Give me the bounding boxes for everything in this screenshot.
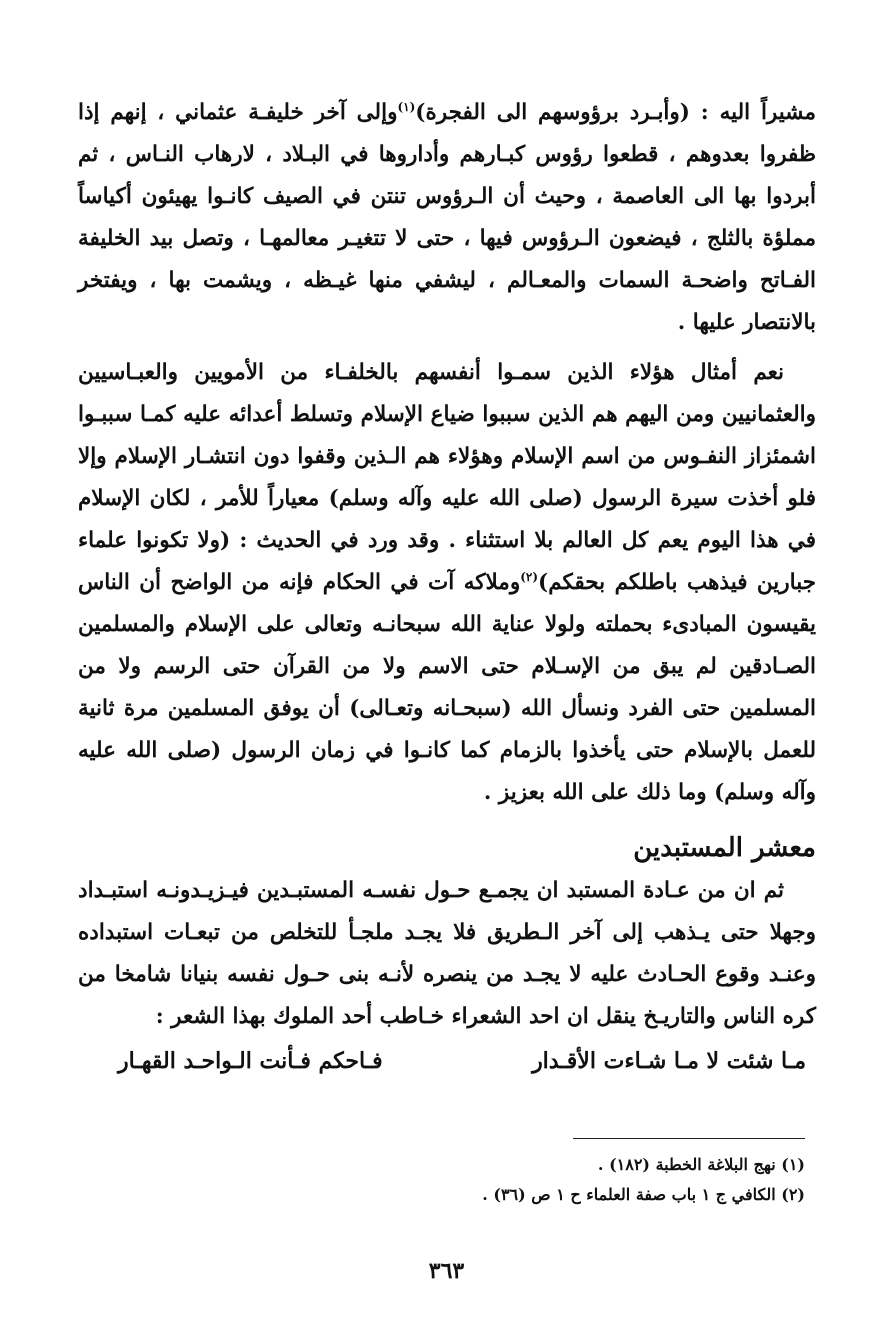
page-body [78,92,816,1082]
footnote-1: (١) نهج البلاغة الخطبة (١٨٢) . [597,1155,805,1174]
paragraph-2-part-2: وملاكه آت في الحكام فإنه من الواضح أن الناس يقيسون المبادىء بحملته ولولا عناية الله سبحانـه وتعالى على الإسلام والمسلمين الصـادقين لم يبق من الإسـلام حتى الاسم ولا من القرآن حتى الرسم ولا من المسلمين حتى الفرد ونسأل الله (سبحـانه وتعـالى) أن يوفق المسلمين مرة ثانية للعمل بالإسلام حتى يأخذوا بالزمام كما كانـوا في زمان الرسول (صلى الله عليه وآله وسلم) وما ذلك على الله بعزيز . [78,570,816,805]
section-heading: معشر المستبدين [633,833,816,863]
footnote-ref-2: (٢) [520,569,539,584]
footnote-separator [573,1138,805,1139]
paragraph-1-text [78,92,816,344]
paragraph-2-text [78,352,816,814]
paragraph-3 [78,870,816,1038]
paragraph-1-part-2: وإلى آخر خليفـة عثماني ، إنهم إذا ظفروا بعدوهم ، قطعوا رؤوس كبـارهم وأداروها في البـلاد ، لارهاب النـاس ، ثم أبردوا بها الى العاصمة ، وحيث أن الـرؤوس تنتن في الصيف كانـوا يهيئون أكياساً مملؤة بالثلج ، فيضعون الـرؤوس فيها ، حتى لا تتغيـر معالمهـا ، وتصل بيد الخليفة الفـاتح واضحـة السمات والمعـالم ، ليشفي منها غيـظه ، ويشمت بها ، ويفتخر بالانتصار عليها . [78,100,816,335]
paragraph-1 [78,92,816,344]
verse-second-hemistich: فـاحكم فـأنت الـواحـد القهـار [118,1048,383,1074]
poem-verse [78,1040,816,1082]
paragraph-2-part-1: نعم أمثال هؤلاء الذين سمـوا أنفسهم بالخلفـاء من الأمويين والعبـاسيين والعثمانيين ومن اليهم هم الذين سببوا ضياع الإسلام وتسلط أعدائه عليه كمـا سببـوا اشمئزاز النفـوس من اسم الإسلام وهؤلاء هم الـذين وقفوا دون انتشـار الإسلام وإلا فلو أخذت سيرة الرسول (صلى الله عليه وآله وسلم) معياراً للأمر ، لكان الإسلام في هذا اليوم يعم كل العالم بلا استثناء . وقد ورد في الحديث : (ولا تكونوا علماء جبارين فيذهب باطلكم بحقكم) [78,360,816,595]
page-number: ٣٦٣ [428,1258,465,1284]
verse-first-hemistich: مـا شئت لا مـا شـاءت الأقـدار [532,1048,806,1074]
footnotes [105,1150,805,1210]
paragraph-1-part-1: مشيراً اليه : (وأبـرد برؤوسهم الى الفجرة) [415,100,816,125]
footnote-2: (٢) الكافي ج ١ باب صفة العلماء ح ١ ص (٣٦) . [482,1185,805,1204]
footnote-ref-1: (١) [397,99,416,114]
paragraph-2 [78,352,816,814]
paragraph-3-text: ثم ان من عـادة المستبد ان يجمـع حـول نفسـه المستبـدين فيـزيـدونـه استبـداد وجهلا حتى يـذهب إلى آخر الـطريق فلا يجـد ملجـأ للتخلص من تبعـات استبداده وعنـد وقوع الحـادث عليه لا يجـد من ينصره لأنـه بنى حـول نفسه بنيانا شامخا من كره الناس والتاريـخ ينقل ان احد الشعراء خـاطب أحد الملوك بهذا الشعر : [78,878,816,1029]
